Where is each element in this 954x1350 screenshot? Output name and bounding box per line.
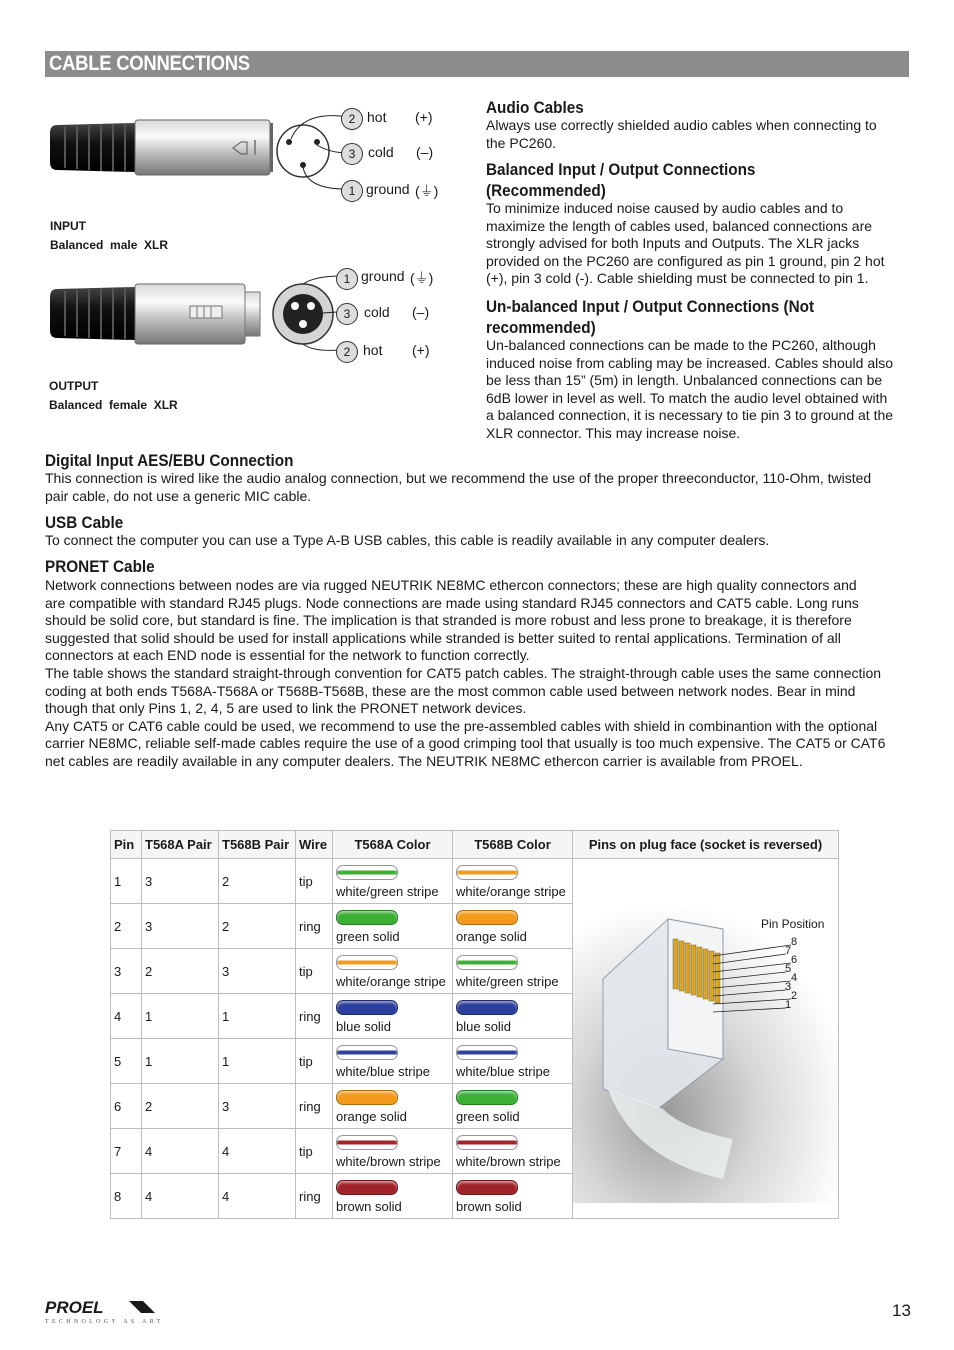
wire-color-swatch — [336, 955, 398, 970]
table-cell: 2 — [219, 859, 296, 904]
text-line: suggested that solid should be used for install applications while stranded is better suited to rental applications. Termination of all — [45, 629, 841, 646]
pin-sign: (+) — [412, 342, 430, 358]
wire-color-swatch — [336, 910, 398, 925]
column-header: Pin — [111, 831, 142, 859]
table-cell: ring — [296, 1084, 333, 1129]
wire-color-label: blue solid — [456, 1019, 511, 1034]
text-line: net cables are readily available in any computer dealers. The NEUTRIK NE8MC ethercon carrier is available from PROEL. — [45, 752, 803, 769]
table-cell: 8 — [111, 1174, 142, 1219]
text-line: 6dB lower in level as well. To match the audio level obtained with — [486, 389, 888, 406]
pin-sign: (⏚) — [415, 183, 439, 199]
pin-position-number: 5 — [785, 963, 792, 975]
pin-label: hot — [367, 109, 387, 125]
table-cell: 1 — [219, 1039, 296, 1084]
usb-heading: USB Cable — [45, 513, 124, 532]
usb-body — [45, 532, 909, 550]
text-line: be less than 15” (5m) in length. Unbalanced connections can be — [486, 372, 883, 389]
text-line: To connect the computer you can use a Type A-B USB cables, this cable is readily available in any computer dealers. — [45, 532, 770, 548]
wire-color-cell — [333, 1129, 453, 1174]
wire-color-swatch — [456, 1090, 518, 1105]
rj45-plug-illustration — [573, 859, 838, 1215]
text-line: induced noise from cabling may be increased. Cables should also — [486, 354, 894, 371]
wire-color-label: orange solid — [336, 1109, 407, 1124]
pronet-body — [45, 577, 909, 771]
text-line: Any CAT5 or CAT6 cable could be used, we recommend to use the pre-assembled cables with shield in combinantion with the optional — [45, 717, 878, 734]
text-line: connectors at each END node is essential for the network to function correctly. — [45, 647, 530, 664]
text-line: a balanced connection, it is necessary to tie pin 3 to ground at the — [486, 407, 894, 424]
wire-color-label: orange solid — [456, 929, 527, 944]
text-line: coding at both ends T568A-T568A or T568B-T568B, these are the most common cable used between network nodes. Bear in mind — [45, 682, 856, 699]
input-caption — [50, 217, 168, 255]
text-line: To minimize induced noise caused by audio cables and to — [486, 200, 844, 216]
table-cell: 4 — [111, 994, 142, 1039]
text-line: pair cable, do not use a generic MIC cable. — [45, 487, 312, 504]
table-cell: 2 — [142, 1084, 219, 1129]
wire-color-swatch — [336, 1135, 398, 1150]
wire-color-cell — [453, 1039, 573, 1084]
input-caption-line: Balanced male XLR — [50, 238, 169, 252]
unbalanced-heading — [486, 296, 814, 338]
wire-color-cell — [453, 994, 573, 1039]
text-line: Un-balanced connections can be made to the PC260, although — [486, 337, 876, 353]
table-cell: 7 — [111, 1129, 142, 1174]
wire-color-swatch — [456, 910, 518, 925]
pin-number-badge: 1 — [336, 268, 358, 290]
text-line: Always use correctly shielded audio cables when connecting to — [486, 117, 877, 133]
wire-color-cell — [453, 1129, 573, 1174]
table-header-row — [111, 831, 839, 859]
digital-body — [45, 470, 909, 505]
table-cell: tip — [296, 859, 333, 904]
output-caption — [49, 377, 178, 415]
wire-color-swatch — [336, 865, 398, 880]
page-number: 13 — [892, 1301, 911, 1320]
logo-tagline: TECHNOLOGY AS ART — [45, 1319, 160, 1324]
pin-label: cold — [368, 144, 394, 160]
pin-number-badge: 2 — [341, 108, 363, 130]
table-cell: 4 — [142, 1174, 219, 1219]
pin-label: ground — [366, 181, 410, 197]
column-header: T568A Pair — [142, 831, 219, 859]
wire-color-cell — [333, 859, 453, 904]
output-caption-line: Balanced female XLR — [49, 398, 178, 412]
plug-face-cell — [573, 859, 839, 1219]
table-cell: tip — [296, 1129, 333, 1174]
table-cell: 3 — [219, 949, 296, 994]
cat5-pinout-table — [110, 830, 839, 1219]
wire-color-label: brown solid — [456, 1199, 522, 1214]
pin-position-number: 6 — [791, 954, 798, 966]
wire-color-cell — [333, 1039, 453, 1084]
logo-wordmark: PROEL — [45, 1298, 104, 1317]
balanced-heading — [486, 159, 755, 201]
text-line: though that only Pins 1, 2, 4, 5 are used to link the PRONET network devices. — [45, 700, 527, 717]
text-line: provided on the PC260 are configured as pin 1 ground, pin 2 hot — [486, 252, 885, 269]
table-cell: tip — [296, 949, 333, 994]
section-title: CABLE CONNECTIONS — [49, 52, 250, 75]
heading-line: Un-balanced Input / Output Connections (Not — [486, 297, 815, 316]
pin-label: ground — [361, 268, 405, 284]
pin-sign: (–) — [416, 144, 434, 160]
wire-color-label: white/orange stripe — [336, 974, 446, 989]
table-cell: ring — [296, 994, 333, 1039]
table-cell: 3 — [142, 859, 219, 904]
wire-color-label: white/blue stripe — [456, 1064, 550, 1079]
wire-color-cell — [453, 904, 573, 949]
column-header: Pins on plug face (socket is reversed) — [573, 831, 839, 859]
digital-heading: Digital Input AES/EBU Connection — [45, 451, 294, 470]
pin-position-number: 1 — [785, 999, 792, 1011]
wire-color-swatch — [336, 1045, 398, 1060]
wire-color-cell — [333, 904, 453, 949]
pin-position-number: 3 — [785, 981, 792, 993]
pronet-heading: PRONET Cable — [45, 557, 155, 576]
table-cell: 1 — [111, 859, 142, 904]
table-cell: 2 — [142, 949, 219, 994]
pin-sign: (–) — [412, 304, 430, 320]
wire-color-swatch — [336, 1000, 398, 1015]
wire-color-swatch — [456, 1045, 518, 1060]
table-cell: 3 — [219, 1084, 296, 1129]
wire-color-label: white/brown stripe — [336, 1154, 441, 1169]
table-cell: 3 — [142, 904, 219, 949]
table-cell: 4 — [219, 1129, 296, 1174]
table-cell: 2 — [111, 904, 142, 949]
wire-color-swatch — [336, 1180, 398, 1195]
wire-color-swatch — [456, 1135, 518, 1150]
wire-color-cell — [333, 1174, 453, 1219]
table-cell: 2 — [219, 904, 296, 949]
table-cell: ring — [296, 1174, 333, 1219]
text-line: carrier NE8MC, reliable self-made cables require the use of a good crimping tool that usually is too much expensive. The CAT5 or CAT6 — [45, 735, 886, 752]
wire-color-cell — [453, 859, 573, 904]
column-header: T568B Pair — [219, 831, 296, 859]
text-line: are compatible with standard RJ45 plugs. Node connections are made using standard RJ45 connectors and CAT5 cable. Long runs — [45, 594, 859, 611]
table-cell: 4 — [142, 1129, 219, 1174]
output-caption-line: OUTPUT — [49, 379, 99, 393]
wire-color-cell — [333, 1084, 453, 1129]
wire-color-cell — [333, 994, 453, 1039]
pin-number-badge: 2 — [336, 341, 358, 363]
text-line: strongly advised for both Inputs and Outputs. The XLR jacks — [486, 235, 860, 252]
pin-number-badge: 3 — [336, 303, 358, 325]
section-title-bar — [45, 51, 909, 77]
proel-logo-mark — [45, 1298, 160, 1324]
text-line: This connection is wired like the audio analog connection, but we recommend the use of the proper threeconductor, 110-Ohm, twisted — [45, 470, 872, 486]
column-header: Wire — [296, 831, 333, 859]
balanced-body — [486, 200, 909, 288]
table-cell: 5 — [111, 1039, 142, 1084]
pin-label: cold — [364, 304, 390, 320]
wire-color-swatch — [456, 1180, 518, 1195]
proel-logo — [45, 1298, 160, 1329]
wire-color-swatch — [456, 865, 518, 880]
pin-position-number: 2 — [791, 990, 798, 1002]
pin-sign: (+) — [415, 109, 433, 125]
wire-color-label: white/brown stripe — [456, 1154, 561, 1169]
wire-color-cell — [453, 1084, 573, 1129]
wire-color-swatch — [456, 1000, 518, 1015]
wire-color-cell — [453, 949, 573, 994]
heading-line: (Recommended) — [486, 181, 606, 200]
audio-cables-body — [486, 117, 909, 152]
pin-position-label: Pin Position — [761, 917, 825, 931]
input-caption-line: INPUT — [50, 219, 86, 233]
wire-color-label: white/green stripe — [336, 884, 439, 899]
wire-color-swatch — [336, 1090, 398, 1105]
table-cell: 1 — [142, 994, 219, 1039]
wire-color-label: green solid — [456, 1109, 520, 1124]
table-row — [111, 859, 839, 904]
pin-position-number: 4 — [791, 972, 798, 984]
pin-position-number: 8 — [791, 936, 798, 948]
heading-line: Balanced Input / Output Connections — [486, 160, 756, 179]
heading-line: recommended) — [486, 318, 596, 337]
column-header: T568B Color — [453, 831, 573, 859]
text-line: maximize the length of cables used, balanced connections are — [486, 217, 873, 234]
wire-color-cell — [453, 1174, 573, 1219]
unbalanced-body — [486, 337, 909, 443]
table-cell: tip — [296, 1039, 333, 1084]
table-cell: 6 — [111, 1084, 142, 1129]
pin-number-badge: 3 — [341, 143, 363, 165]
audio-cables-heading: Audio Cables — [486, 98, 584, 117]
pin-sign: (⏚) — [410, 270, 434, 286]
text-line: The table shows the standard straight-through convention for CAT5 patch cables. The straight-through cable uses the same connection — [45, 664, 882, 681]
pin-label: hot — [363, 342, 383, 358]
pin-position-number: 7 — [785, 945, 792, 957]
wire-color-cell — [333, 949, 453, 994]
table-cell: 4 — [219, 1174, 296, 1219]
text-line: should be solid core, but standard is fine. The implication is that stranded is more robust and less prone to breakage, it is therefore — [45, 612, 852, 629]
pin-number-badge: 1 — [341, 180, 363, 202]
text-line: the PC260. — [486, 134, 557, 151]
wire-color-label: blue solid — [336, 1019, 391, 1034]
text-line: Network connections between nodes are via rugged NEUTRIK NE8MC ethercon connectors; these are high quality connectors and — [45, 577, 857, 593]
text-line: XLR connector. This may increase noise. — [486, 424, 741, 441]
table-cell: 3 — [111, 949, 142, 994]
wire-color-label: white/green stripe — [456, 974, 559, 989]
wire-color-label: white/blue stripe — [336, 1064, 430, 1079]
wire-color-label: brown solid — [336, 1199, 402, 1214]
wire-color-swatch — [456, 955, 518, 970]
wire-color-label: white/orange stripe — [456, 884, 566, 899]
table-cell: ring — [296, 904, 333, 949]
wire-color-label: green solid — [336, 929, 400, 944]
column-header: T568A Color — [333, 831, 453, 859]
table-cell: 1 — [142, 1039, 219, 1084]
table-cell: 1 — [219, 994, 296, 1039]
text-line: (+), pin 3 cold (-). Cable shielding must be connected to pin 1. — [486, 270, 869, 287]
